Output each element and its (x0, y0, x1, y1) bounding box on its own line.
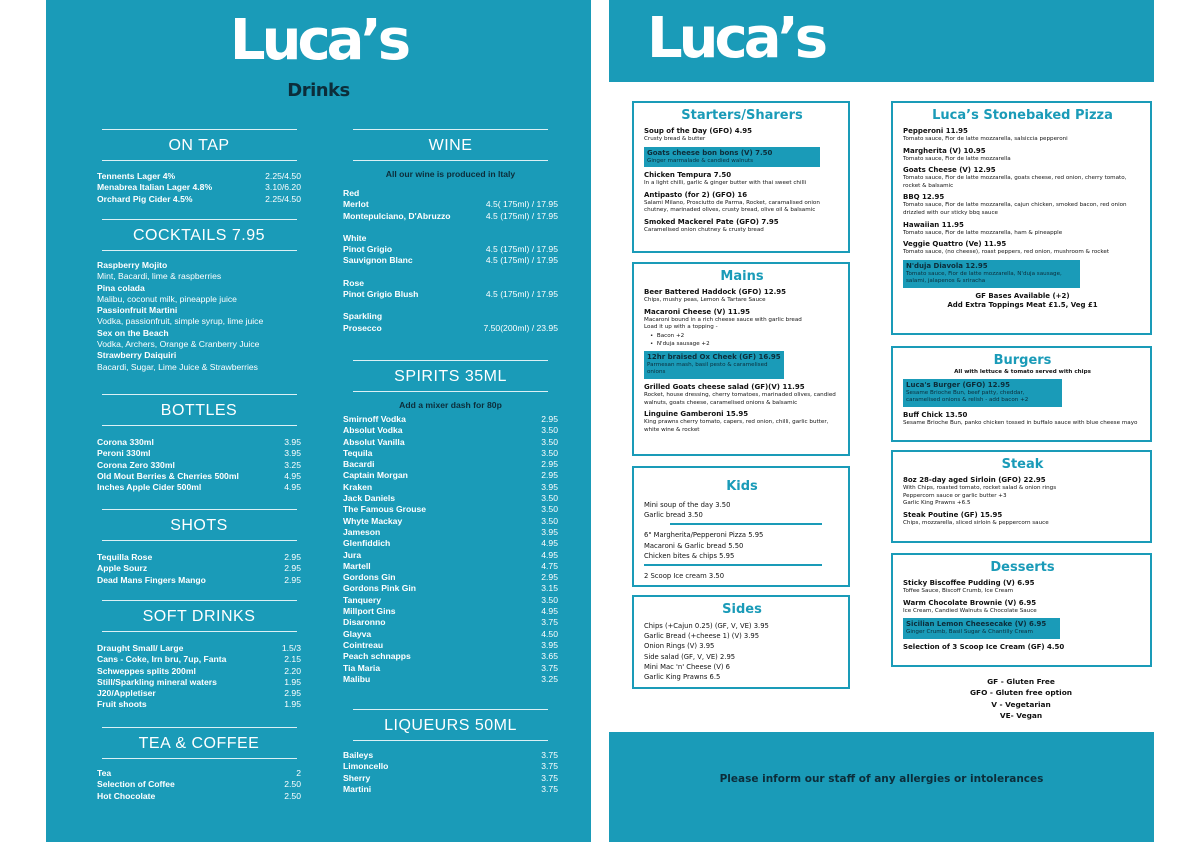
cocktail-name: Strawberry Daiquiri (97, 350, 177, 361)
menu-item: Warm Chocolate Brownie (V) 6.95 Ice Cream, Candied Walnuts & Chocolate Sauce (903, 598, 1037, 614)
list-item: Tequilla Rose 2.95 (97, 552, 301, 562)
list-item: Inches Apple Cider 500ml 4.95 (97, 482, 301, 493)
divider (353, 129, 548, 130)
legend-item: GF - Gluten Free (987, 677, 1055, 686)
list-item: Gordons Gin 2.95 (343, 572, 558, 583)
menu-item: 8oz 28-day aged Sirloin (GFO) 22.95 With Chips, roasted tomato, rocket salad & onion rings Peppercorn sauce or garlic butter +3 Garlic King Prawns +6.5 (903, 476, 1057, 507)
starters-box (632, 101, 850, 253)
divider (102, 631, 297, 632)
tea-coffee-section (97, 727, 301, 802)
legend-item: VE- Vegan (999, 711, 1043, 721)
box-title: Luca’s Stonebaked Pizza (932, 108, 1113, 123)
topping-item: • Bacon +2 (650, 332, 685, 339)
list-item: Whyte Mackay 3.50 (343, 515, 558, 526)
menu-item: BBQ 12.95 Tomato sauce, Fior de latte mozzarella, cajun chicken, smoked bacon, red onion drizzled with our sticky bbq sauce (903, 193, 1127, 216)
list-item: Jack Daniels 3.50 (343, 493, 558, 504)
list-item: Martini 3.75 (343, 783, 558, 794)
menu-item: Macaroni Cheese (V) 11.95 Macaroni bound in a rich cheese sauce with garlic bread Load it up with a topping - • Bacon +2 • N'duja sausage +2 (644, 308, 840, 348)
bottles-section (97, 394, 301, 493)
menu-item: Chicken Tempura 7.50 In a light chilli, garlic & ginger butter with thai sweet chilli (644, 171, 807, 187)
soft-drinks-section (97, 600, 301, 711)
list-item: Merlot 4.5( 175ml) / 17.95 (343, 199, 558, 210)
food-footer (609, 732, 1154, 842)
pizza-note: Add Extra Toppings Meat £1.5, Veg £1 (947, 300, 1098, 309)
soft-drinks-list (97, 643, 301, 711)
cocktails-section (97, 219, 301, 373)
cocktail-desc: Vodka, passionfruit, simple syrup, lime juice (97, 316, 264, 327)
list-item: Disaronno 3.75 (343, 617, 558, 628)
list-item: Absolut Vodka 3.50 (343, 425, 558, 436)
list-item: Tanquery 3.50 (343, 594, 558, 605)
allergy-note: Please inform our staff of any allergies or intolerances (719, 773, 1044, 785)
box-title: Kids (726, 479, 758, 494)
topping-label: Load it up with a topping - (644, 324, 718, 331)
box-title: Starters/Sharers (681, 108, 803, 123)
section-title: SPIRITS 35ML (394, 368, 507, 385)
pizza-note: GF Bases Available (+2) (975, 291, 1070, 300)
legend-item: GFO - Gluten free option (969, 688, 1073, 698)
list-item: Menabrea Italian Lager 4.8% 3.10/6.20 (97, 182, 301, 193)
list-item: Chips (+Cajun 0.25) (GF, V, VE) 3.95 (644, 622, 769, 630)
menu-item: Veggie Quattro (Ve) 11.95 Tomato sauce, (no cheese), roast peppers, red onion, mushroom & rocket (903, 240, 1110, 256)
list-item: Schweppes splits 200ml 2.20 (97, 665, 301, 676)
list-item: 6" Margherita/Pepperoni Pizza 5.95 (644, 531, 764, 540)
cocktail-name: Raspberry Mojito (97, 260, 168, 270)
drinks-logo: Luca’s (229, 8, 408, 73)
list-item: Jameson 3.95 (343, 526, 558, 537)
list-item: Malibu 3.25 (343, 673, 558, 684)
section-title: LIQUEURS 50ML (384, 717, 517, 734)
sides-box (632, 595, 850, 689)
divider (102, 540, 297, 541)
divider (353, 360, 548, 361)
highlighted-item: N'duja Diavola 12.95 Tomato sauce, Fior de latte mozzarella, N'duja sausage, salami, jalapenos & sriracha (903, 260, 1080, 288)
section-title: WINE (428, 137, 473, 154)
list-item: Corona 330ml 3.95 (97, 437, 301, 447)
menu-item: Antipasto (for 2) (GFO) 16 Salami Milano, Prosciutto de Parma, Rocket, caramalised onion chutney, marinaded olives, crusty bread, olive oil & balsamic (644, 190, 820, 214)
spirits-note: Add a mixer dash for 80p (399, 400, 502, 410)
list-item: Glayva 4.50 (343, 628, 558, 639)
box-title: Steak (1001, 457, 1044, 472)
wine-group-label: Sparkling (343, 311, 383, 322)
list-item: Garlic Bread (+cheese 1) (V) 3.95 (644, 632, 760, 641)
list-item: Martell 4.75 (343, 560, 558, 571)
spirits-list (343, 414, 558, 685)
divider (353, 160, 548, 161)
menu-item: Linguine Gamberoni 15.95 King prawns cherry tomato, capers, red onion, chilli, garlic butter, white wine & rocket (644, 410, 829, 433)
food-logo: Luca’s (647, 6, 825, 71)
list-item: Hot Chocolate 2.50 (97, 790, 301, 801)
tea-coffee-list (97, 768, 301, 802)
burgers-note: All with lettuce & tomato served with chips (954, 369, 1091, 375)
list-item: Selection of Coffee 2.50 (97, 779, 301, 790)
list-item: Kraken 3.95 (343, 481, 558, 492)
divider (102, 600, 297, 601)
cocktail-desc: Vodka, Archers, Orange & Cranberry Juice (97, 339, 260, 350)
list-item: Chicken bites & chips 5.95 (644, 551, 735, 560)
cocktail-name: Passionfruit Martini (97, 305, 178, 316)
cocktail-desc: Mint, Bacardi, lime & raspberries (97, 271, 222, 282)
menu-item: Smoked Mackerel Pate (GFO) 7.95 Caramelised onion chutney & crusty bread (644, 217, 779, 233)
section-title: SOFT DRINKS (142, 608, 256, 625)
list-item: Fruit shoots 1.95 (97, 699, 301, 710)
list-item: Apple Sourz 2.95 (97, 563, 301, 574)
bottles-list (97, 437, 301, 493)
on-tap-list (97, 171, 301, 205)
topping-item: • N'duja sausage +2 (650, 340, 710, 347)
wine-note: All our wine is produced in Italy (385, 169, 516, 179)
list-item: Tea 2 (97, 768, 301, 778)
highlighted-item: Goats cheese bon bons (V) 7.50 Ginger marmalade & candied walnuts (644, 147, 820, 168)
mains-box (632, 262, 850, 456)
wine-group-label: Red (343, 188, 360, 198)
list-item: Bacardi 2.95 (343, 459, 558, 470)
list-item: Dead Mans Fingers Mango 2.95 (97, 574, 301, 585)
divider (353, 709, 548, 710)
list-item: Prosecco 7.50(200ml) / 23.95 (343, 322, 558, 333)
box-title: Desserts (990, 560, 1055, 575)
list-item: Side salad (GF, V, VE) 2.95 (644, 652, 736, 661)
section-title: BOTTLES (160, 402, 238, 419)
divider (670, 523, 822, 525)
divider (644, 564, 822, 566)
burgers-box (891, 346, 1152, 442)
list-item: Orchard Pig Cider 4.5% 2.25/4.50 (97, 193, 301, 204)
list-item: Sauvignon Blanc 4.5 (175ml) / 17.95 (343, 255, 558, 266)
list-item: Jura 4.95 (343, 549, 558, 560)
section-title: COCKTAILS 7.95 (132, 227, 266, 244)
list-item: Limoncello 3.75 (343, 761, 558, 772)
divider (102, 758, 297, 759)
cocktail-name: Sex on the Beach (97, 327, 169, 338)
pizza-box (891, 101, 1152, 335)
list-item: Pinot Grigio Blush 4.5 (175ml) / 17.95 (343, 289, 558, 300)
divider (102, 509, 297, 510)
list-item: Still/Sparkling mineral waters 1.95 (97, 676, 301, 687)
list-item: The Famous Grouse 3.50 (343, 504, 558, 515)
list-item: Corona Zero 330ml 3.25 (97, 459, 301, 470)
menu-item: Hawaiian 11.95 Tomato sauce, Fior de latte mozzarella, ham & pineapple (903, 220, 1063, 236)
kids-box (632, 466, 850, 587)
dietary-legend (891, 676, 1151, 722)
divider (102, 727, 297, 728)
box-title: Mains (720, 269, 764, 284)
box-title: Sides (722, 602, 762, 617)
menu-item: Margherita (V) 10.95 Tomato sauce, Fior de latte mozzarella (903, 146, 1011, 162)
divider (102, 219, 297, 220)
list-item: Pinot Grigio 4.5 (175ml) / 17.95 (343, 244, 558, 255)
divider (102, 160, 297, 161)
menu-item: Goats Cheese (V) 12.95 Tomato sauce, Fior de latte mozzarella, goats cheese, red onion, cherry tomato, rocket & balsamic (903, 166, 1127, 189)
list-item: Montepulciano, D'Abruzzo 4.5 (175ml) / 17.95 (343, 210, 558, 221)
cocktail-list (97, 260, 301, 373)
section-title: TEA & COFFEE (138, 735, 260, 752)
list-item: Peach schnapps 3.65 (343, 651, 558, 662)
menu-item: Pepperoni 11.95 Tomato sauce, Fior de latte mozzarella, salsiccia pepperoni (903, 127, 1068, 142)
food-header (609, 0, 1154, 82)
highlighted-item: Sicilian Lemon Cheesecake (V) 6.95 Ginger Crumb, Basil Sugar & Chantilly Cream (903, 618, 1060, 639)
divider (353, 740, 548, 741)
list-item: Smirnoff Vodka 2.95 (343, 414, 558, 424)
shots-section (97, 509, 301, 586)
list-item: Garlic bread 3.50 (644, 511, 703, 520)
list-item: Tennents Lager 4% 2.25/4.50 (97, 171, 301, 181)
list-item: Onion Rings (V) 3.95 (644, 642, 715, 651)
menu-item: Sticky Biscoffee Pudding (V) 6.95 Toffee Sauce, Biscoff Crumb, Ice Cream (903, 579, 1035, 594)
divider (102, 250, 297, 251)
list-item: Glenfiddich 4.95 (343, 538, 558, 549)
list-item: Old Mout Berries & Cherries 500ml 4.95 (97, 470, 301, 481)
list-item: 2 Scoop Ice cream 3.50 (644, 572, 725, 581)
divider (102, 394, 297, 395)
desserts-box (891, 553, 1152, 667)
list-item: Macaroni & Garlic bread 5.50 (644, 541, 744, 550)
list-item: Sherry 3.75 (343, 772, 558, 783)
menu-item: Buff Chick 13.50 Sesame Brioche Bun, panko chicken tossed in buffalo sauce with blue cheese mayo (903, 410, 1138, 426)
cocktail-desc: Bacardi, Sugar, Lime Juice & Strawberries (97, 361, 258, 372)
list-item: Garlic King Prawns 6.5 (644, 673, 721, 682)
wine-section (343, 129, 558, 334)
list-item: Baileys 3.75 (343, 750, 558, 760)
list-item: Mini soup of the day 3.50 (644, 501, 731, 509)
list-item: Absolut Vanilla 3.50 (343, 436, 558, 447)
on-tap-section (97, 129, 301, 205)
desserts-extra: Selection of 3 Scoop Ice Cream (GF) 4.50 (903, 642, 1065, 651)
list-item: Gordons Pink Gin 3.15 (343, 583, 558, 594)
section-title: ON TAP (168, 137, 230, 154)
highlighted-item: Luca's Burger (GFO) 12.95 Sesame Brioche Bun, beef patty, cheddar, caramelised onions & relish - add bacon +2 (903, 379, 1062, 407)
menu-item: Beer Battered Haddock (GFO) 12.95 Chips, mushy peas, Lemon & Tartare Sauce (644, 288, 786, 303)
list-item: Peroni 330ml 3.95 (97, 448, 301, 459)
wine-group-label: Rose (343, 277, 365, 288)
divider (102, 425, 297, 426)
box-title: Burgers (993, 353, 1052, 368)
cocktail-desc: Malibu, coconut milk, pineapple juice (97, 293, 237, 304)
drinks-subtitle: Drinks (287, 80, 350, 101)
shots-list (97, 552, 301, 586)
spirits-section (343, 360, 558, 685)
list-item: Millport Gins 4.95 (343, 606, 558, 617)
drinks-page (46, 0, 591, 842)
list-item: Captain Morgan 2.95 (343, 470, 558, 481)
wine-list (343, 188, 558, 334)
liqueurs-list (343, 750, 558, 795)
list-item: Draught Small/ Large 1.5/3 (97, 643, 301, 653)
list-item: Tequila 3.50 (343, 447, 558, 458)
list-item: J20/Appletiser 2.95 (97, 688, 301, 699)
menu-item: Soup of the Day (GFO) 4.95 Crusty bread & butter (644, 127, 752, 142)
list-item: Cans - Coke, Irn bru, 7up, Fanta 2.15 (97, 654, 301, 665)
list-item: Cointreau 3.95 (343, 639, 558, 650)
list-item: Tia Maria 3.75 (343, 662, 558, 673)
list-item: Mini Mac 'n' Cheese (V) 6 (644, 662, 730, 671)
menu-item: Steak Poutine (GF) 15.95 Chips, mozzarella, sliced sirloin & peppercorn sauce (903, 510, 1049, 526)
divider (102, 129, 297, 130)
cocktail-name: Pina colada (97, 282, 145, 293)
menu-item: Grilled Goats cheese salad (GF)(V) 11.95 Rocket, house dressing, cherry tomatoes, marinaded olives, candied walnuts, goats cheese, caramelised onions & balsamic (644, 382, 836, 406)
steak-box (891, 450, 1152, 543)
wine-group-label: White (343, 232, 367, 243)
legend-item: V - Vegetarian (991, 699, 1051, 709)
highlighted-item: 12hr braised Ox Cheek (GF) 16.95 Parmesan mash, basil pesto & caramelised onions (644, 351, 784, 379)
liqueurs-section (343, 709, 558, 795)
section-title: SHOTS (170, 517, 228, 534)
divider (353, 391, 548, 392)
